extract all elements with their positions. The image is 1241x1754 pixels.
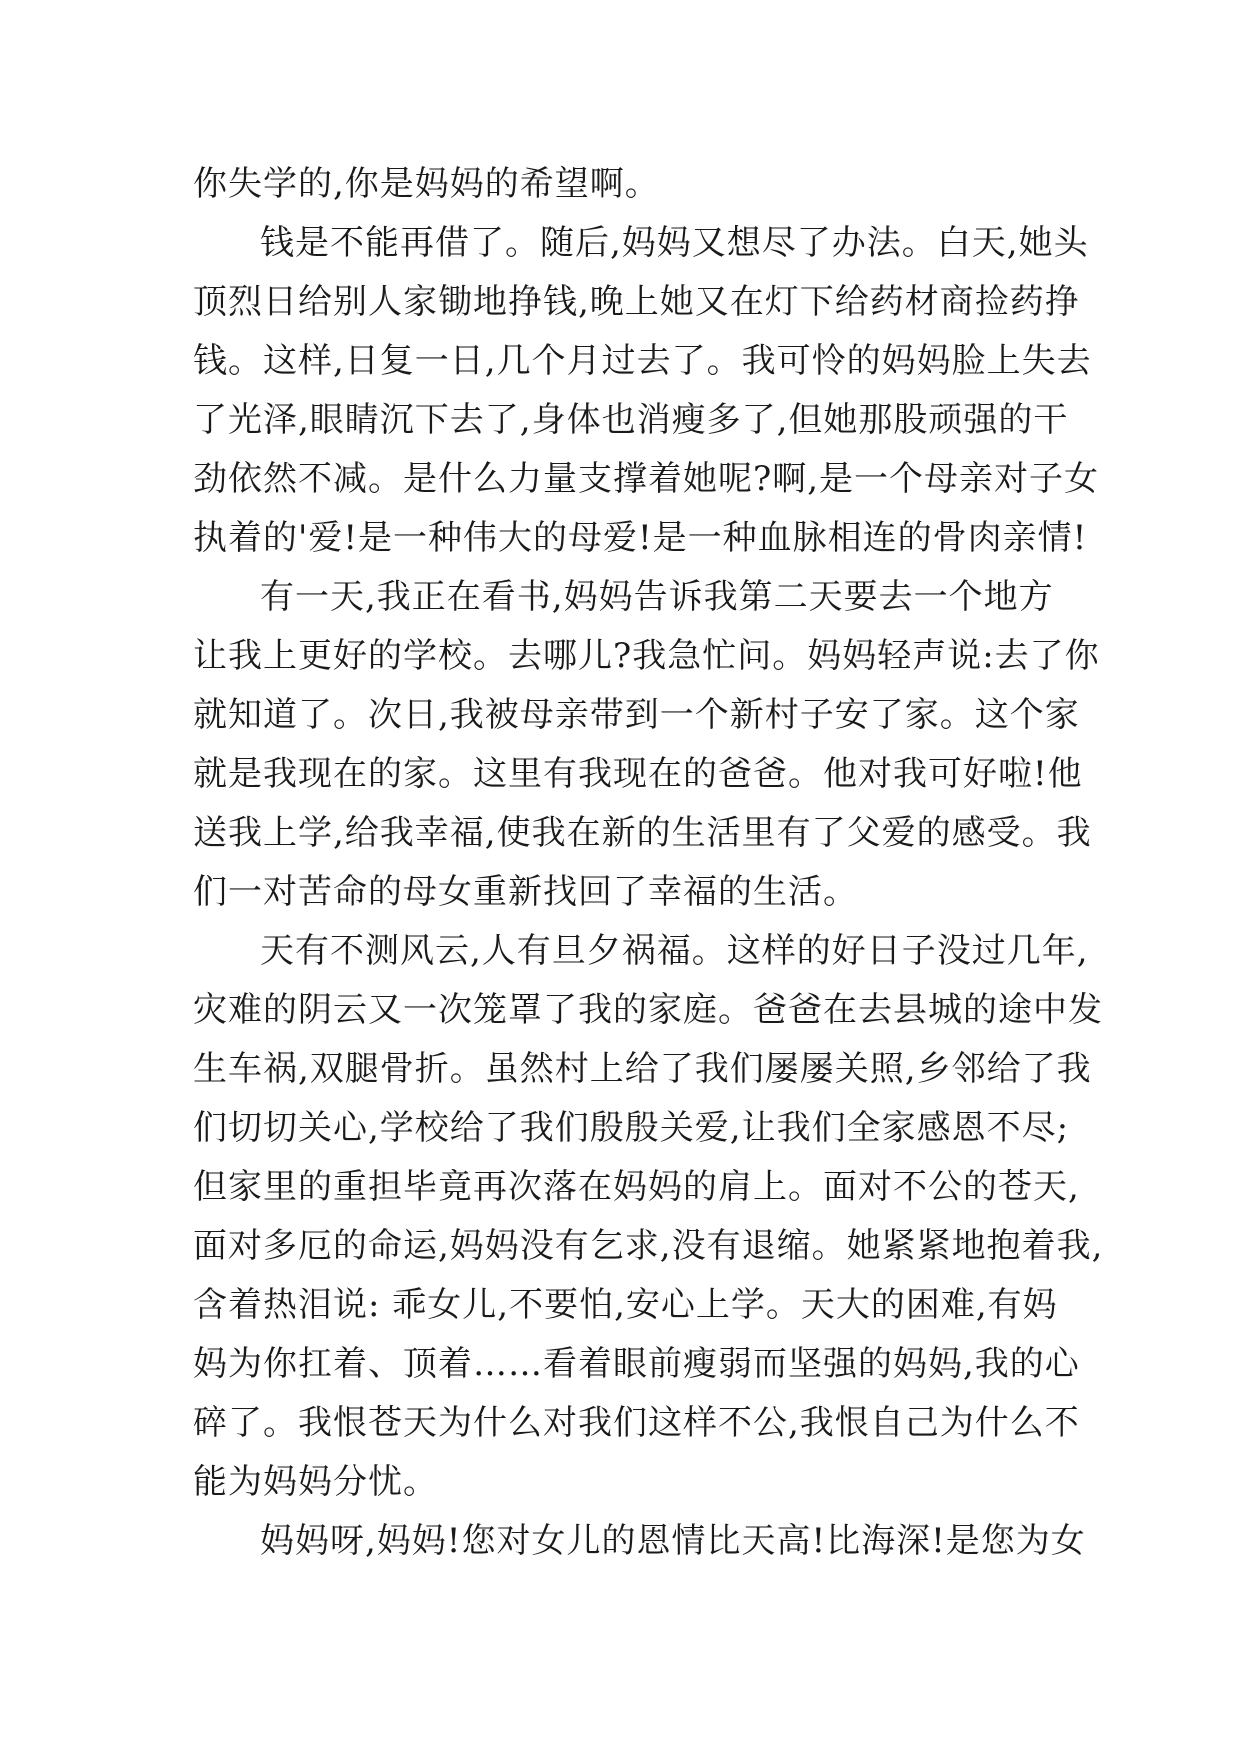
text-line: 让我上更好的学校。去哪儿?我急忙问。妈妈轻声说:去了你 <box>193 636 1100 676</box>
text-line: 钱是不能再借了。随后,妈妈又想尽了办法。白天,她头 <box>260 223 1089 263</box>
text-line: 执着的'爱!是一种伟大的母爱!是一种血脉相连的骨肉亲情! <box>193 518 1088 558</box>
text-line: 顶烈日给别人家锄地挣钱,晚上她又在灯下给药材商捡药挣 <box>193 282 1080 322</box>
text-line: 面对多厄的命运,妈妈没有乞求,没有退缩。她紧紧地抱着我, <box>193 1226 1104 1266</box>
text-line: 含着热泪说: 乖女儿,不要怕,安心上学。天大的困难,有妈 <box>193 1285 1058 1325</box>
text-line: 有一天,我正在看书,妈妈告诉我第二天要去一个地方 <box>260 577 1054 617</box>
text-line: 天有不测风云,人有旦夕祸福。这样的好日子没过几年, <box>260 931 1089 971</box>
text-line: 就知道了。次日,我被母亲带到一个新村子安了家。这个家 <box>193 695 1080 735</box>
text-line: 碎了。我恨苍天为什么对我们这样不公,我恨自己为什么不 <box>193 1403 1080 1443</box>
text-line: 送我上学,给我幸福,使我在新的生活里有了父爱的感受。我 <box>193 813 1092 853</box>
text-line: 们一对苦命的母女重新找回了幸福的生活。 <box>193 872 858 912</box>
text-line: 灾难的阴云又一次笼罩了我的家庭。爸爸在去县城的途中发 <box>193 990 1103 1030</box>
text-line: 你失学的,你是妈妈的希望啊。 <box>193 164 660 204</box>
text-line: 妈为你扛着、顶着……看着眼前瘦弱而坚强的妈妈,我的心 <box>193 1344 1080 1384</box>
text-line: 了光泽,眼睛沉下去了,身体也消瘦多了,但她那股顽强的干 <box>193 400 1069 440</box>
text-line: 能为妈妈分忧。 <box>193 1462 438 1502</box>
text-line: 钱。这样,日复一日,几个月过去了。我可怜的妈妈脸上失去 <box>193 341 1092 381</box>
text-line: 生车祸,双腿骨折。虽然村上给了我们屡屡关照,乡邻给了我 <box>193 1049 1092 1089</box>
text-line: 劲依然不减。是什么力量支撑着她呢?啊,是一个母亲对子女 <box>193 459 1100 499</box>
text-line: 但家里的重担毕竟再次落在妈妈的肩上。面对不公的苍天, <box>193 1167 1080 1207</box>
document-body <box>193 155 1104 1571</box>
text-line: 妈妈呀,妈妈!您对女儿的恩情比天高!比海深!是您为女 <box>260 1521 1086 1561</box>
text-line: 们切切关心,学校给了我们殷殷关爱,让我们全家感恩不尽; <box>193 1108 1070 1148</box>
text-line: 就是我现在的家。这里有我现在的爸爸。他对我可好啦!他 <box>193 754 1083 794</box>
